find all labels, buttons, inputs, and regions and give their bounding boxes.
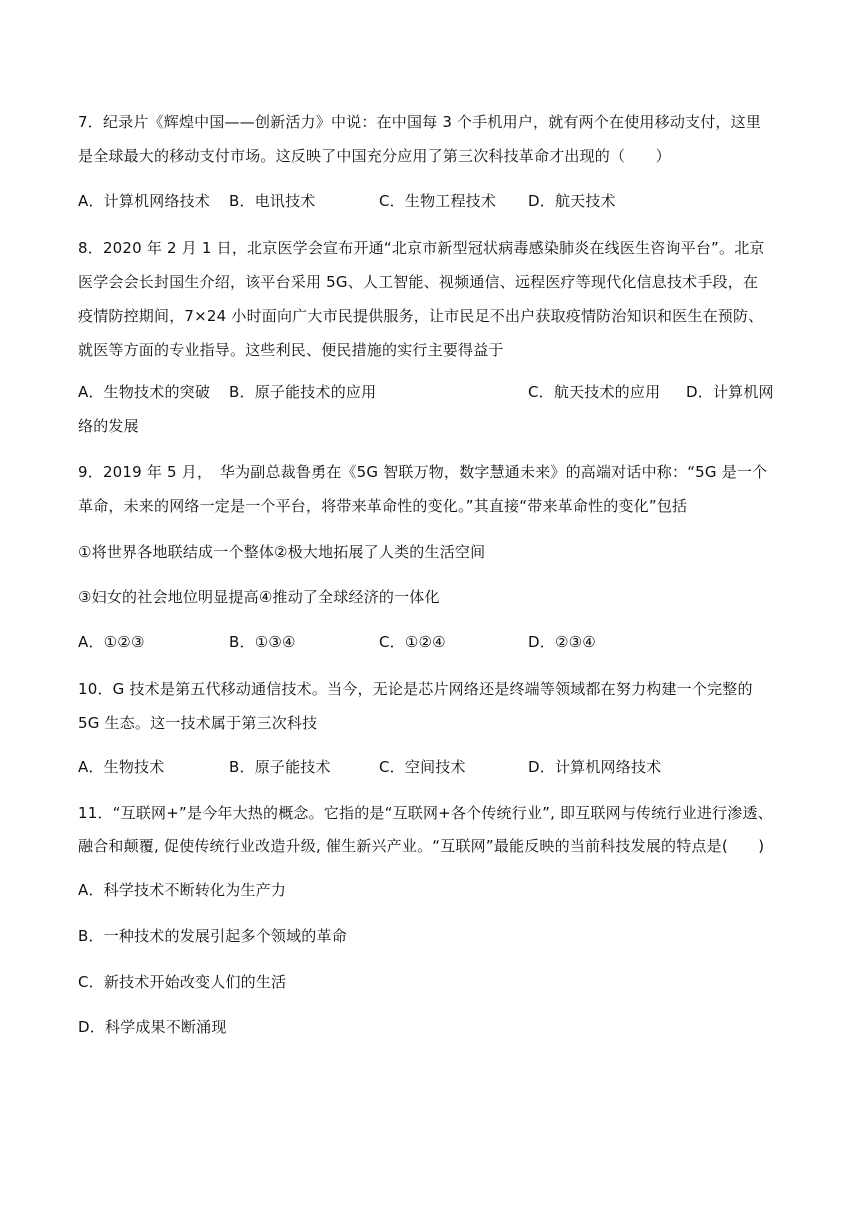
question-7-option-c: C．生物工程技术	[379, 192, 497, 210]
question-8-option-c: C．航天技术的应用	[528, 383, 661, 401]
question-10-stem-line-2: 5G 生态。这一技术属于第三次科技	[78, 714, 318, 732]
question-8-stem-line-3: 疫情防控期间，7×24 小时面向广大市民提供服务，让市民足不出户获取疫情防治知识和医生在预防、	[78, 307, 764, 325]
question-9-stem-line-2: 革命，未来的网络一定是一个平台，将带来革命性的变化。”其直接“带来革命性的变化”包括	[78, 497, 688, 515]
question-10-option-b: B．原子能技术	[229, 758, 331, 776]
question-9-statement-line-1: ①将世界各地联结成一个整体②极大地拓展了人类的生活空间	[78, 543, 486, 561]
question-10-option-d: D．计算机网络技术	[528, 758, 662, 776]
question-11-option-c: C．新技术开始改变人们的生活	[78, 973, 287, 991]
question-9-statement-line-2: ③妇女的社会地位明显提高④推动了全球经济的一体化	[78, 588, 440, 606]
question-9-option-d: D．②③④	[528, 633, 596, 651]
question-11-stem-line-2: 融合和颠覆, 促使传统行业改造升级, 催生新兴产业。“互联网”最能反映的当前科技发展的特点是( )	[78, 837, 765, 855]
question-7-stem-line-1: 7．纪录片《辉煌中国——创新活力》中说：在中国每 3 个手机用户，就有两个在使用移动支付，这里	[78, 113, 762, 131]
question-7-option-b: B．电讯技术	[229, 192, 316, 210]
question-10-option-c: C．空间技术	[379, 758, 466, 776]
question-8-stem-line-2: 医学会会长封国生介绍，该平台采用 5G、人工智能、视频通信、远程医疗等现代化信息技术手段，在	[78, 273, 759, 291]
question-9-option-a: A．①②③	[78, 633, 145, 651]
question-8-stem-line-4: 就医等方面的专业指导。这些利民、便民措施的实行主要得益于	[78, 341, 504, 359]
question-7-option-a: A．计算机网络技术	[78, 192, 211, 210]
question-8-option-d: D．计算机网	[686, 383, 774, 401]
question-11-stem-line-1: 11．“互联网+”是今年大热的概念。它指的是“互联网+各个传统行业”, 即互联网与传统行业进行渗透、	[78, 804, 773, 822]
question-9-stem-line-1: 9．2019 年 5 月， 华为副总裁鲁勇在《5G 智联万物，数字慧通未来》的高端对话中称：“5G 是一个	[78, 463, 768, 481]
question-9-option-c: C．①②④	[379, 633, 446, 651]
question-7-stem-line-2: 是全球最大的移动支付市场。这反映了中国充分应用了第三次科技革命才出现的（ ）	[78, 147, 671, 165]
question-8-option-d-wrap: 络的发展	[78, 417, 139, 435]
question-9-option-b: B．①③④	[229, 633, 296, 651]
question-8-stem-line-1: 8．2020 年 2 月 1 日，北京医学会宣布开通“北京市新型冠状病毒感染肺炎在线医生咨询平台”。北京	[78, 239, 765, 257]
question-8-option-b: B．原子能技术的应用	[229, 383, 377, 401]
question-8-option-a: A．生物技术的突破	[78, 383, 211, 401]
question-11-option-d: D．科学成果不断涌现	[78, 1018, 227, 1036]
question-11-option-b: B．一种技术的发展引起多个领域的革命	[78, 927, 347, 945]
question-10-option-a: A．生物技术	[78, 758, 165, 776]
question-7-option-d: D．航天技术	[528, 192, 616, 210]
question-11-option-a: A．科学技术不断转化为生产力	[78, 881, 287, 899]
question-10-stem-line-1: 10．G 技术是第五代移动通信技术。当今，无论是芯片网络还是终端等领域都在努力构建一个完整的	[78, 680, 753, 698]
